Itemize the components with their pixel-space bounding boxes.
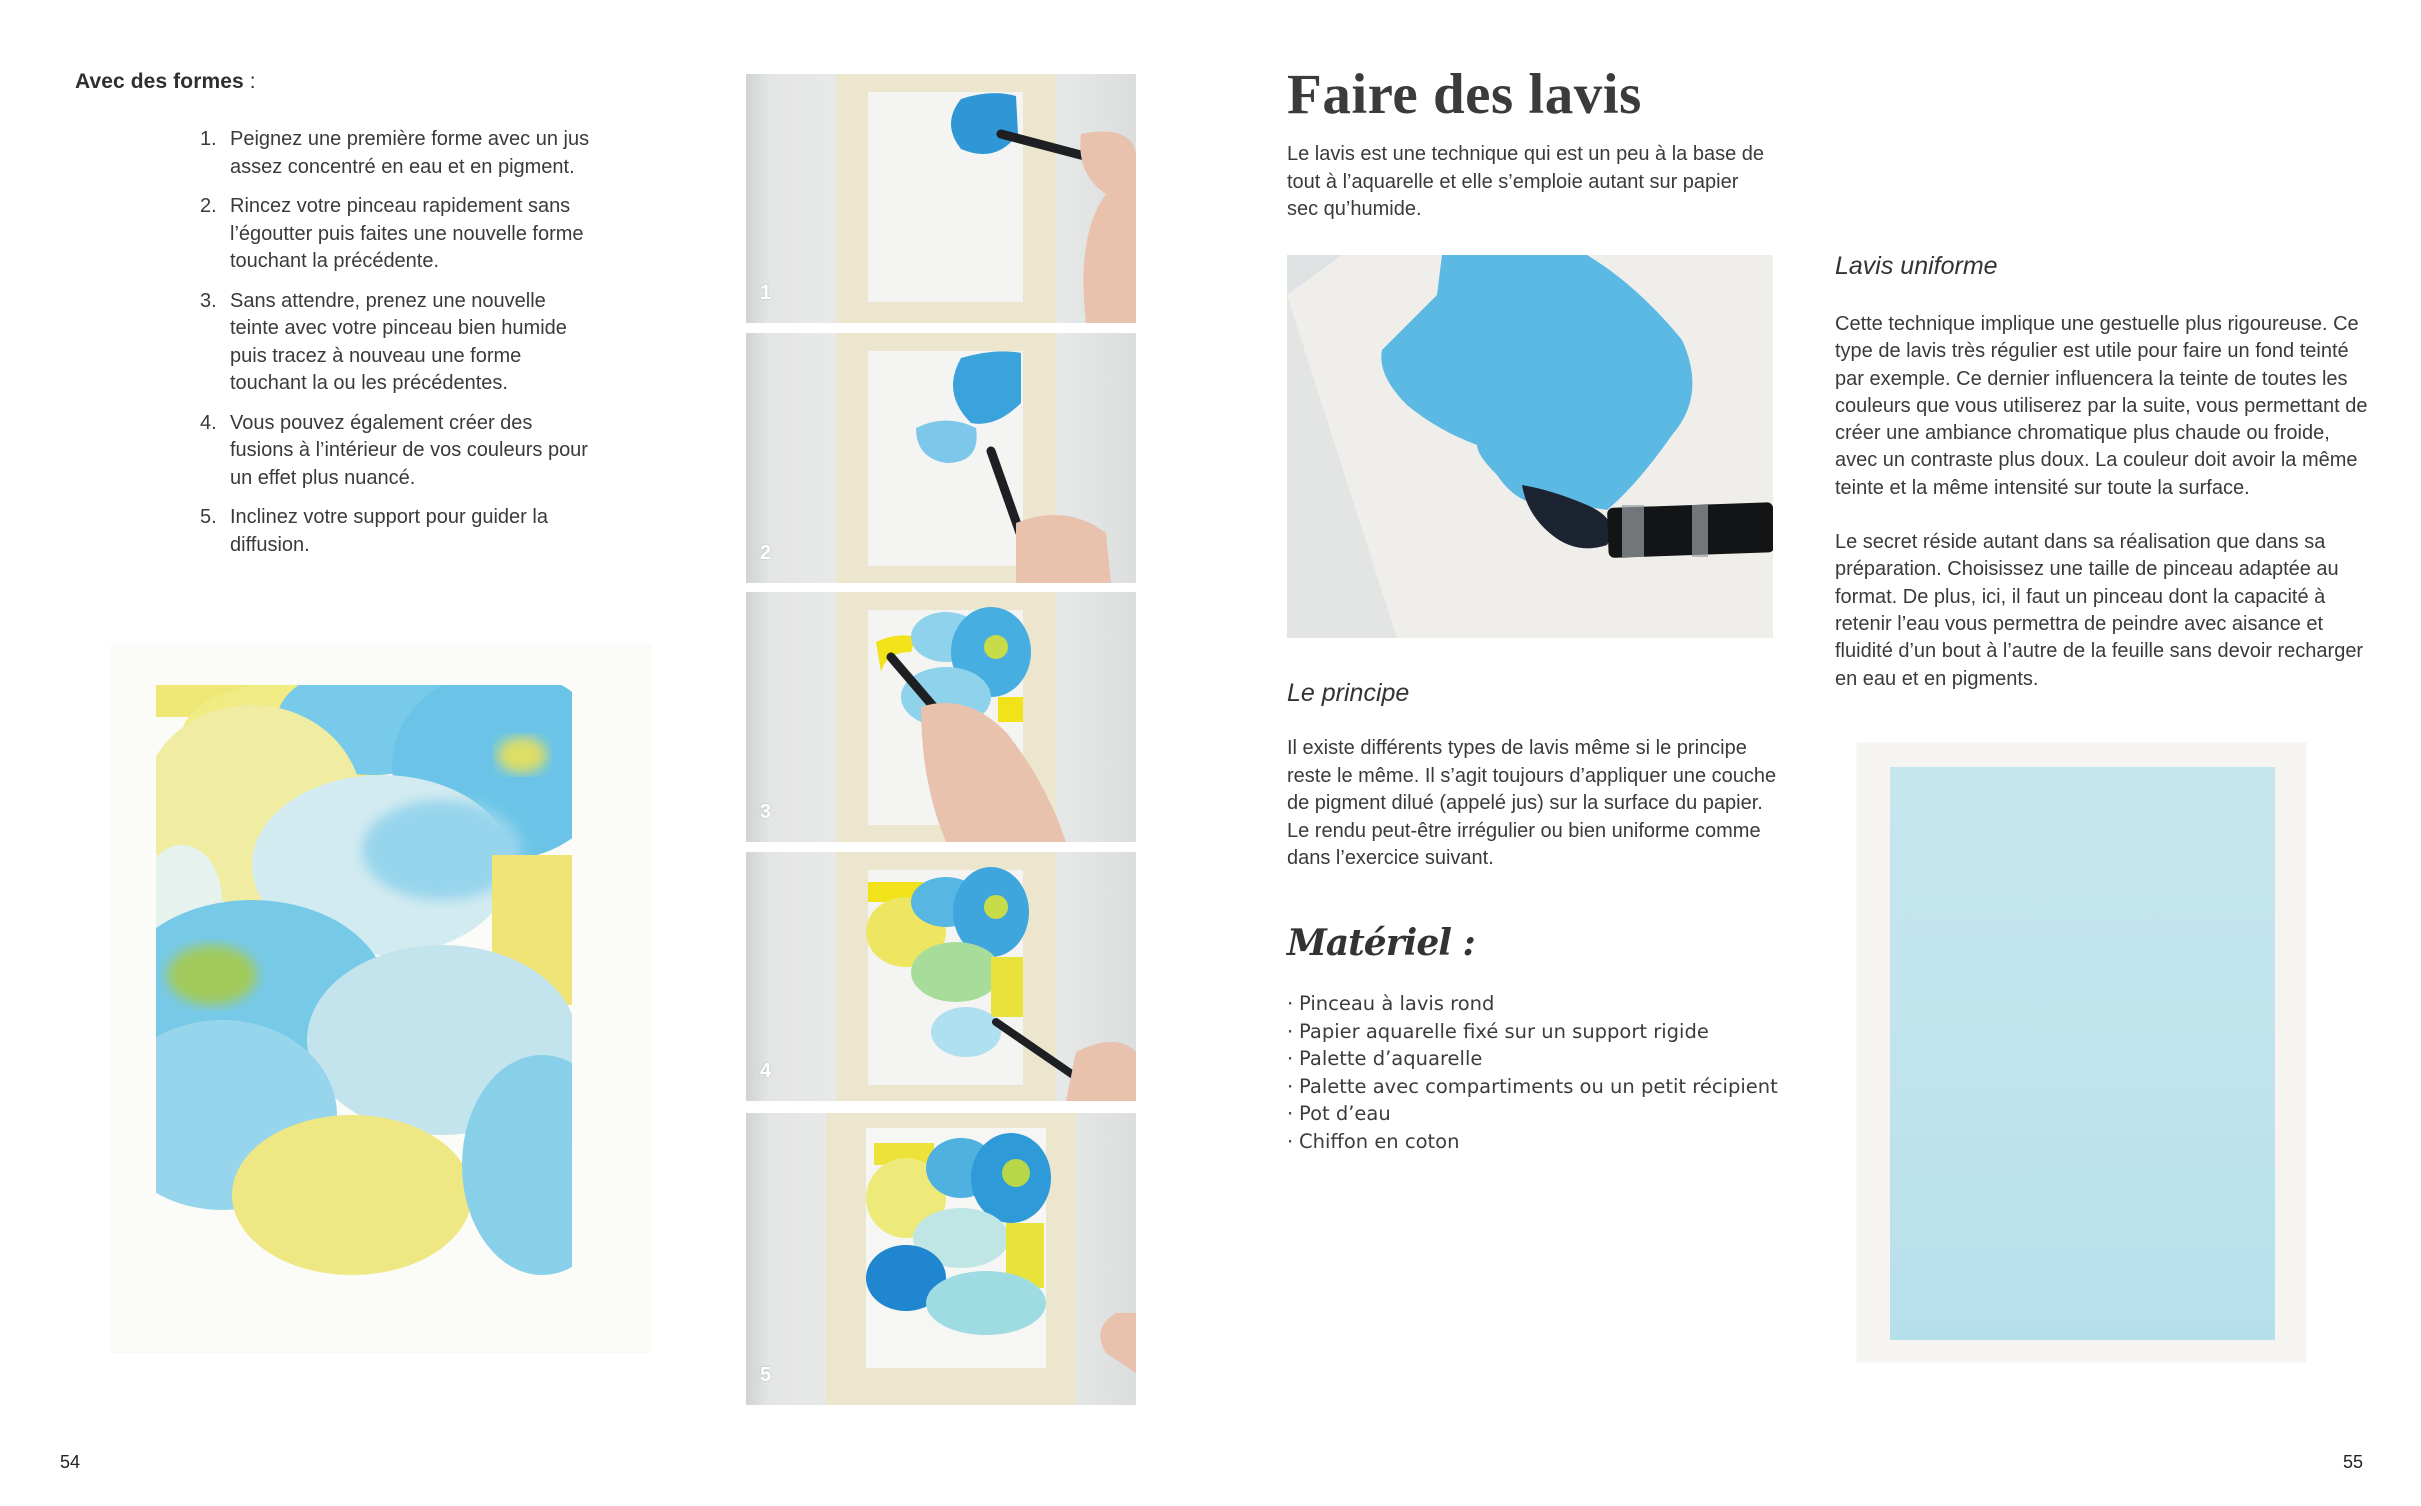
bullet-icon: ·: [1287, 1047, 1294, 1070]
step-number: 1.: [200, 128, 217, 150]
materiel-list: [1287, 990, 1807, 1155]
step-photo-number: 2: [760, 542, 772, 564]
bullet-icon: ·: [1287, 1074, 1294, 1098]
uniform-wash-fill: [1890, 767, 2275, 1340]
materiel-item: [1287, 1073, 1807, 1101]
step-photo-4: [746, 852, 1136, 1101]
step-text: Vous pouvez également créer des fusions à l’intérieur de vos couleurs pour un effet plus nuancé.: [230, 411, 588, 489]
step-photo-number: 1: [760, 282, 772, 304]
section-heading-text: Avec des formes: [75, 70, 244, 93]
uniforme-paragraph: Cette technique implique une gestuelle plus rigoureuse. Ce type de lavis très régulier est utile pour faire un fond teinté par exemple. Ce dernier influencera la teinte de toutes les couleurs que vous utiliserez par la suite, vous permettant de créer une ambiance chromatique plus chaude ou froide, avec un contraste plus doux. La couleur doit avoir la même teinte et la même intensité sur toute la surface.: [1835, 313, 2368, 499]
materiel-item-text: Pot d’eau: [1299, 1102, 1391, 1125]
materiel-item: [1287, 1100, 1807, 1128]
step-item: [200, 410, 600, 493]
materiel-item-text: Palette avec compartiments ou un petit récipient: [1299, 1074, 1778, 1098]
materiel-item-text: Palette d’aquarelle: [1299, 1047, 1483, 1070]
step-item: [200, 193, 600, 276]
materiel-item-text: Papier aquarelle fixé sur un support rigide: [1299, 1019, 1709, 1043]
step-text: Inclinez votre support pour guider la diffusion.: [230, 506, 548, 556]
steps-list: [200, 126, 600, 571]
principe-paragraph: Il existe différents types de lavis même si le principe reste le même. Il s’agit toujours d’appliquer une couche de pigment dilué (appelé jus) sur la surface du papier. Le rendu peut-être irrégulier ou bien uniforme comme dans l’exercice suivant.: [1287, 737, 1777, 869]
watercolor-shapes-painting: [112, 645, 650, 1352]
materiel-item-text: Pinceau à lavis rond: [1299, 992, 1495, 1015]
section-heading-colon: :: [243, 70, 256, 93]
step-number: 4.: [200, 411, 217, 434]
step-photo-number: 5: [760, 1364, 772, 1386]
page-title: Faire des lavis: [1287, 63, 1642, 126]
uniforme-paragraph: Le secret réside autant dans sa réalisation que dans sa préparation. Choisissez une taille de pinceau adaptée au format. De plus, ici, il faut un pinceau dont la capacité à retenir l’eau vous permettra de peindre avec aisance et fluidité d’un bout à l’autre de la feuille sans devoir recharger en eau et en pigments.: [1835, 531, 2364, 690]
materiel-heading: Matériel :: [1287, 922, 1475, 964]
step-number: 3.: [200, 289, 217, 312]
page-number-left: 54: [60, 1452, 81, 1472]
brush-wash-photo: [1287, 255, 1773, 638]
materiel-item: [1287, 1018, 1807, 1046]
bullet-icon: ·: [1287, 1102, 1294, 1125]
materiel-item-text: Chiffon en coton: [1299, 1129, 1460, 1153]
step-text: Rincez votre pinceau rapidement sans l’égoutter puis faites une nouvelle forme touchant la précédente.: [230, 195, 584, 272]
materiel-item: [1287, 1045, 1807, 1073]
step-photo-3: [746, 592, 1136, 842]
bullet-icon: ·: [1287, 1129, 1294, 1153]
intro-paragraph: Le lavis est une technique qui est un peu à la base de tout à l’aquarelle et elle s’emploie autant sur papier sec qu’humide.: [1287, 143, 1765, 220]
uniforme-text: [1835, 311, 2375, 693]
section-heading: [75, 70, 256, 94]
uniform-wash-swatch: [1857, 743, 2306, 1362]
step-text: Sans attendre, prenez une nouvelle teinte avec votre pinceau bien humide puis tracez à nouveau une forme touchant la ou les précédentes.: [230, 289, 567, 394]
principe-heading: Le principe: [1287, 679, 1410, 707]
step-item: [200, 288, 600, 398]
step-item: [200, 126, 600, 181]
uniforme-heading: Lavis uniforme: [1835, 252, 1998, 280]
page-number-right: 55: [2343, 1452, 2364, 1472]
step-photo-number: 4: [760, 1060, 772, 1082]
step-number: 2.: [200, 195, 217, 217]
bullet-icon: ·: [1287, 992, 1294, 1015]
bullet-icon: ·: [1287, 1019, 1294, 1043]
materiel-item: [1287, 1128, 1807, 1156]
step-photo-5: [746, 1113, 1136, 1405]
step-number: 5.: [200, 506, 217, 528]
left-page: [0, 0, 1210, 1506]
step-photo-2: [746, 333, 1136, 583]
step-text: Peignez une première forme avec un jus assez concentré en eau et en pigment.: [230, 128, 590, 178]
step-photo-1: [746, 74, 1136, 323]
materiel-item: [1287, 990, 1807, 1018]
step-item: [200, 504, 600, 559]
step-photo-number: 3: [760, 801, 772, 823]
